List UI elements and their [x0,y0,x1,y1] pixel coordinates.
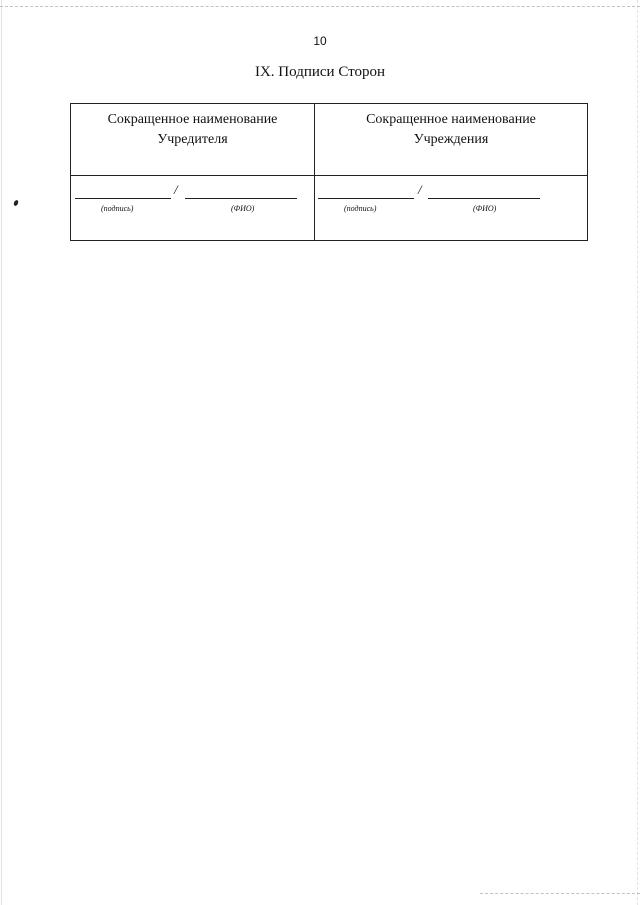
founder-header-line1: Сокращенное наименование [107,112,278,127]
institution-signature-caption: (подпись) [344,204,377,213]
row-divider [71,175,587,176]
founder-signature-line [75,198,171,199]
scan-edge-left [1,0,2,905]
founder-signature-caption: (подпись) [101,204,134,213]
institution-header-line1: Сокращенное наименование [366,112,536,127]
institution-name-line [428,198,540,199]
section-title: IX. Подписи Сторон [254,64,386,80]
scan-edge-top [0,6,640,7]
institution-separator: / [418,182,422,197]
scan-edge-bottom [480,893,640,894]
founder-separator: / [174,182,178,197]
institution-name-caption: (ФИО) [473,204,497,213]
founder-header-line2: Учредителя [157,132,228,147]
founder-name-line [185,198,297,199]
institution-header-cell [315,110,587,150]
page-number: 10 [313,34,327,48]
founder-header-cell [71,110,314,150]
institution-signature-line [318,198,414,199]
founder-name-caption: (ФИО) [231,204,255,213]
institution-header-line2: Учреждения [413,132,489,147]
scan-edge-right [637,0,638,905]
signature-table [70,103,588,241]
scan-speck [13,199,19,206]
